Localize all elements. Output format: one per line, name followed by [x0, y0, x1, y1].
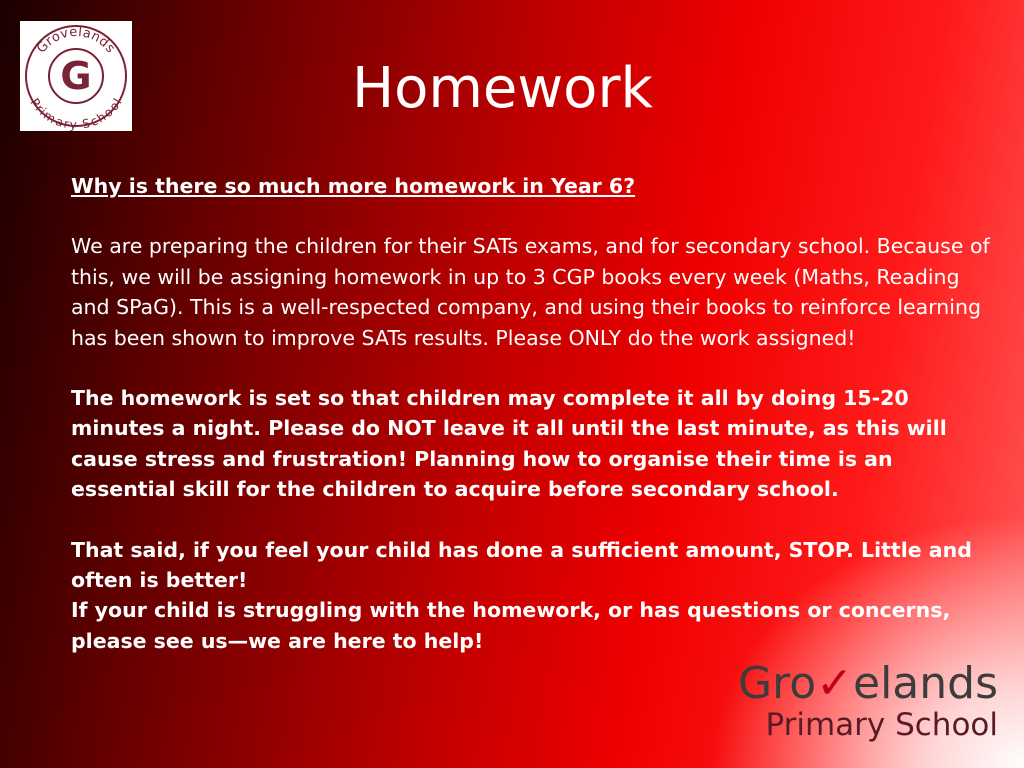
paragraph-3-line-2: If your child is struggling with the homework, or has questions or concerns, please see us—we are here to help! [71, 598, 951, 653]
logo-emblem [20, 21, 132, 131]
paragraph-1: We are preparing the children for their SATs exams, and for secondary school. Because of this, we will be assigning homework in up to 3 CGP books every week (Maths, Reading and SPaG). This is a well-respected company, and using their books to reinforce learning has been shown to improve SATs results. Please ONLY do the work assigned! [71, 234, 990, 350]
slide-title: Homework [352, 56, 653, 121]
slide-body [71, 171, 991, 656]
brand-subtitle: Primary School [765, 707, 998, 743]
logo-ring-bottom: Primary School [27, 95, 125, 131]
brand-name-part1: Gro [737, 658, 817, 709]
question-heading: Why is there so much more homework in Year 6? [71, 174, 636, 198]
logo-letter: G [60, 54, 92, 98]
paragraph-3-line-1: That said, if you feel your child has done a sufficient amount, STOP. Little and often is better! [71, 537, 972, 593]
brand-name-part2: elands [853, 658, 998, 709]
school-logo [20, 21, 132, 131]
brand-wordmark [738, 660, 998, 742]
svg-text:Grovelands [34, 25, 118, 56]
svg-text:Primary School [27, 96, 125, 131]
tick-icon: ✓ [816, 658, 853, 709]
brand-name [738, 660, 998, 708]
paragraph-2: The homework is set so that children may complete it all by doing 15-20 minutes a night. Please do NOT leave it all until the last minute, as this will cause stress and frustration! Planning how to organise their time is an essential skill for the children to acquire before secondary school. [71, 386, 947, 502]
logo-ring-top: Grovelands [34, 24, 119, 57]
